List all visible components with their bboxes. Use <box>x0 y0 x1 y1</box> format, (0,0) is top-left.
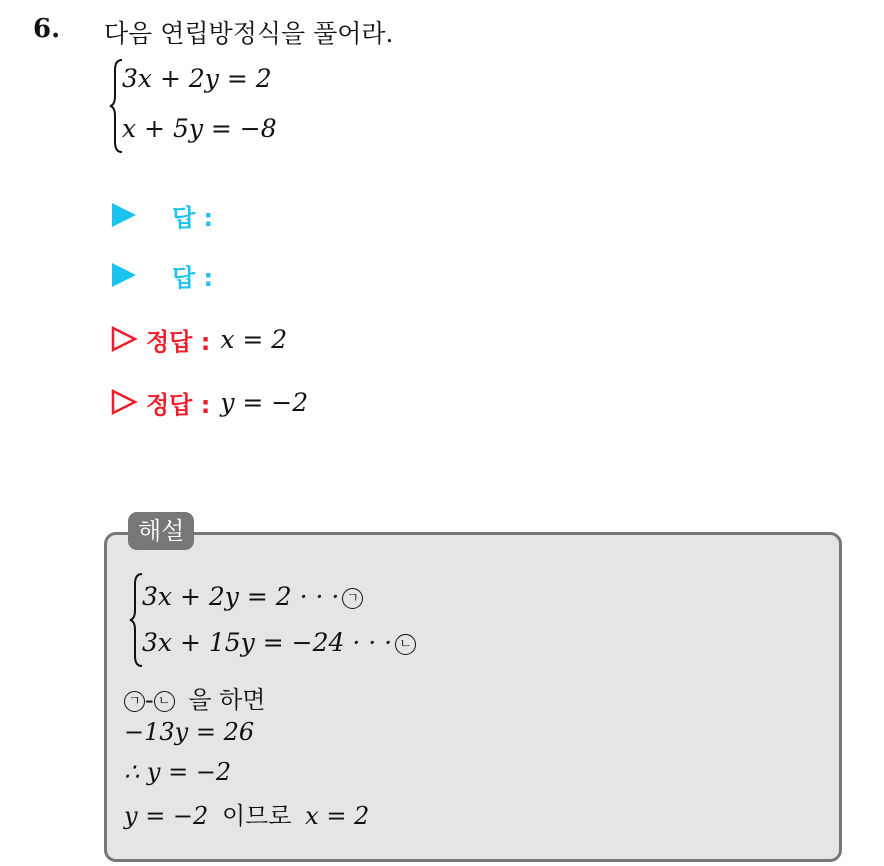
circled-giyeok-icon: ㄱ <box>124 691 145 712</box>
solution-line-2: −13y = 26 <box>124 718 255 746</box>
solution-equation-2: 3x + 15y = −24 · · · ㄴ <box>142 628 416 657</box>
solution-line-3: ∴ y = −2 <box>124 758 232 786</box>
question-number: 6. <box>33 14 61 44</box>
equation-1: 3x + 2y = 2 <box>122 64 272 93</box>
solution-equation-1: 3x + 2y = 2 · · · ㄱ <box>142 582 363 611</box>
correct-answer-row-2 <box>110 385 308 419</box>
solution-equation-system <box>128 572 448 668</box>
correct-answer-label: 정답 : <box>146 327 211 356</box>
solution-tag: 해설 <box>128 512 194 550</box>
circled-nieun-icon: ㄴ <box>154 691 175 712</box>
question-prompt: 다음 연립방정식을 풀어라. <box>104 19 394 48</box>
circled-giyeok-icon: ㄱ <box>342 588 363 609</box>
answer-row-1 <box>110 198 223 232</box>
correct-answer-label: 정답 : <box>146 390 211 419</box>
red-triangle-outline-icon <box>110 326 138 352</box>
solution-line-4: y = −2 이므로 x = 2 <box>124 802 370 830</box>
answer-row-2 <box>110 258 223 292</box>
circled-nieun-icon: ㄴ <box>395 634 416 655</box>
correct-answer-value: y = −2 <box>220 387 309 417</box>
correct-answer-value: x = 2 <box>220 324 288 354</box>
answer-label: 답 : <box>172 263 214 292</box>
blue-triangle-icon <box>110 202 138 228</box>
correct-answer-row-1 <box>110 322 287 356</box>
equation-2: x + 5y = −8 <box>122 114 277 143</box>
red-triangle-outline-icon <box>110 389 138 415</box>
answer-label: 답 : <box>172 203 214 232</box>
solution-line-1: ㄱ - ㄴ 을 하면 <box>124 680 266 715</box>
blue-triangle-icon <box>110 262 138 288</box>
equation-system <box>108 58 308 154</box>
